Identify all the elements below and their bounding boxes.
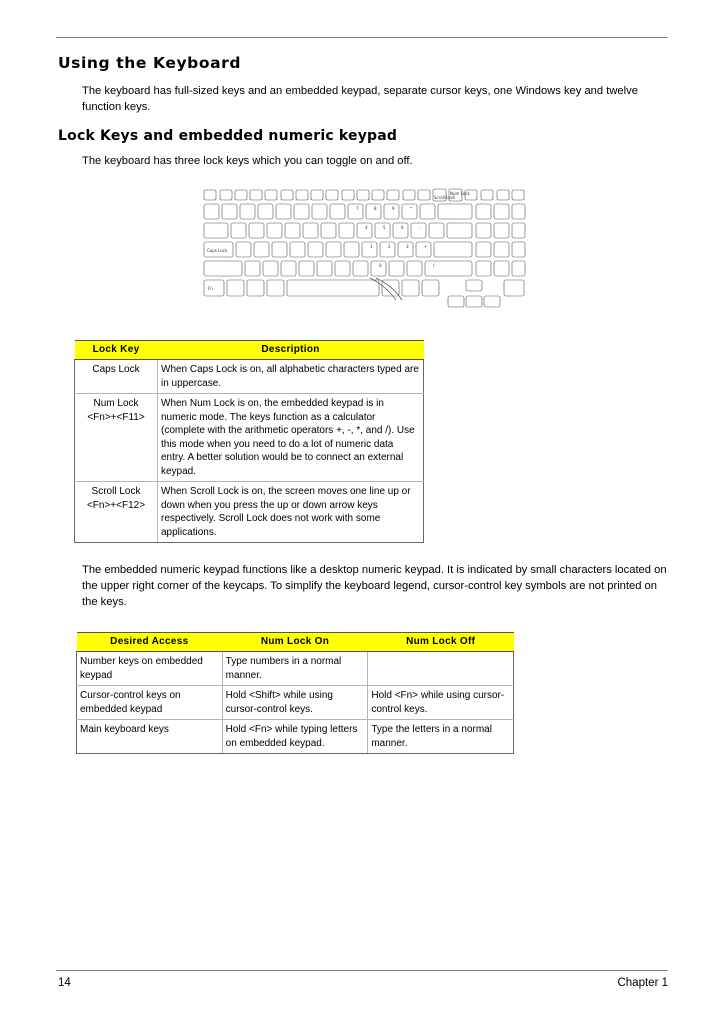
keypad-plus-label: + <box>424 244 428 249</box>
lock-table-header-row <box>75 341 424 360</box>
lock-key-name: Caps Lock <box>92 364 140 375</box>
keypad-access-table <box>76 632 514 754</box>
table-row <box>77 720 514 754</box>
lock-key-shortcut: <Fn>+<F12> <box>86 499 146 511</box>
lock-key-cell <box>75 482 158 543</box>
keypad-1-label: 1 <box>370 244 373 249</box>
desired-access-cell: Number keys on embedded keypad <box>77 652 223 686</box>
access-table-header-row <box>77 633 514 652</box>
description-cell: When Num Lock is on, the embedded keypad is in numeric mode. The keys function as a calculator (complete with the arithmetic operators +, -, *, and /). Use this mode when you need to do a lot of numeric data entry. A better solution would be to connect an external keypad. <box>158 394 424 482</box>
fn-key-label: Fn <box>208 286 213 291</box>
page-title: Using the Keyboard <box>58 54 242 72</box>
keypad-6-label: 6 <box>401 225 404 230</box>
keypad-minus-label: - <box>419 225 421 230</box>
num-lock-off-cell: Hold <Fn> while using cursor-control keys. <box>368 686 514 720</box>
lock-key-cell <box>75 394 158 482</box>
table-row <box>75 360 424 394</box>
num-lock-key-label: Num Lock <box>450 191 470 196</box>
keypad-9-label: 9 <box>392 206 395 211</box>
desired-access-cell: Main keyboard keys <box>77 720 223 754</box>
top-rule <box>56 37 668 38</box>
keypad-8-label: 8 <box>374 206 377 211</box>
lock-keys-table <box>74 340 424 543</box>
num-lock-off-cell <box>368 652 514 686</box>
description-cell: When Scroll Lock is on, the screen moves one line up or down when you press the up or down arrow keys respectively. Scroll Lock does not work with some applications. <box>158 482 424 543</box>
keypad-3-label: 3 <box>406 244 409 249</box>
lock-keys-paragraph: The keyboard has three lock keys which you can toggle on and off. <box>82 155 413 167</box>
scroll-lock-key-label: Scroll Lock <box>434 195 456 200</box>
section-heading: Lock Keys and embedded numeric keypad <box>58 128 398 144</box>
embedded-keypad-paragraph: The embedded numeric keypad functions like a desktop numeric keypad. It is indicated by small characters located on the upper right corner of the keycaps. To simplify the keyboard legend, cursor-control key symbols are not printed on the keys. <box>82 564 667 608</box>
page-number: 14 <box>58 977 71 989</box>
keypad-slash-label: / <box>433 263 435 268</box>
caps-lock-key-label: Caps Lock <box>207 248 228 253</box>
bottom-rule <box>56 970 668 971</box>
keypad-4-label: 4 <box>365 225 368 230</box>
keypad-7-label: 7 <box>356 206 359 211</box>
num-lock-off-column-header: Num Lock Off <box>368 633 514 652</box>
table-row <box>77 686 514 720</box>
num-lock-on-cell: Hold <Fn> while typing letters on embedded keypad. <box>222 720 368 754</box>
keyboard-diagram <box>200 188 528 314</box>
num-lock-on-column-header: Num Lock On <box>222 633 368 652</box>
description-cell: When Caps Lock is on, all alphabetic characters typed are in uppercase. <box>158 360 424 394</box>
num-lock-off-cell: Type the letters in a normal manner. <box>368 720 514 754</box>
keypad-5-label: 5 <box>383 225 386 230</box>
num-lock-on-cell: Hold <Shift> while using cursor-control keys. <box>222 686 368 720</box>
table-row <box>75 482 424 543</box>
lock-key-cell <box>75 360 158 394</box>
lock-key-shortcut: <Fn>+<F11> <box>87 411 145 423</box>
keypad-0-label: 0 <box>379 263 382 268</box>
lock-key-name: Num Lock <box>93 398 139 409</box>
num-lock-on-cell: Type numbers in a normal manner. <box>222 652 368 686</box>
lock-key-column-header: Lock Key <box>75 341 158 360</box>
chapter-label: Chapter 1 <box>617 977 668 989</box>
description-column-header: Description <box>158 341 424 360</box>
desired-access-cell: Cursor-control keys on embedded keypad <box>77 686 223 720</box>
keypad-2-label: 2 <box>388 244 391 249</box>
table-row <box>77 652 514 686</box>
lock-key-name: Scroll Lock <box>91 486 141 497</box>
intro-paragraph: The keyboard has full-sized keys and an embedded keypad, separate cursor keys, one Windows key and twelve function keys. <box>82 85 638 113</box>
keypad-star-label: * <box>410 206 412 211</box>
table-row <box>75 394 424 482</box>
desired-access-column-header: Desired Access <box>77 633 223 652</box>
